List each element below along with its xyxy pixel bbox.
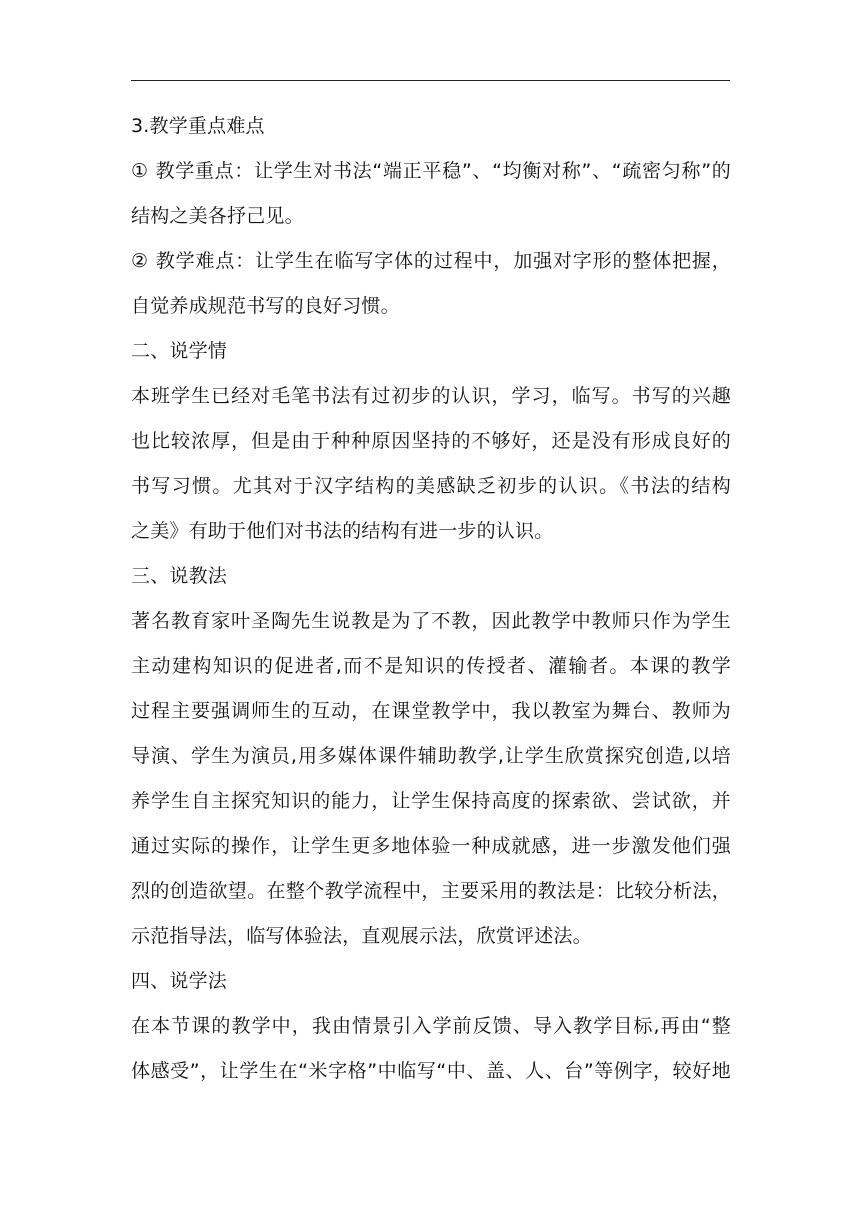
text-line: 结构之美各抒己见。: [131, 205, 304, 227]
text-line: 也比较浓厚，但是由于种种原因坚持的不够好，还是没有形成良好的: [131, 430, 731, 452]
text-line: 之美》有助于他们对书法的结构有进一步的认识。: [131, 520, 554, 542]
text-line: 导演、学生为演员,用多媒体课件辅助教学,让学生欣赏探究创造,以培: [131, 745, 731, 767]
text-line: 二、说学情: [131, 340, 228, 362]
text-line: ① 教学重点：让学生对书法“端正平稳”、“均衡对称”、“疏密匀称”的: [131, 160, 731, 182]
text-line: 著名教育家叶圣陶先生说教是为了不教，因此教学中教师只作为学生: [131, 610, 731, 632]
text-line: 自觉养成规范书写的良好习惯。: [131, 295, 400, 317]
text-line: 示范指导法，临写体验法，直观展示法，欣赏评述法。: [131, 925, 592, 947]
text-line: 烈的创造欲望。在整个教学流程中，主要采用的教法是：比较分析法，: [131, 880, 731, 902]
text-line: 书写习惯。尤其对于汉字结构的美感缺乏初步的认识。《书法的结构: [131, 475, 731, 497]
text-line: 本班学生已经对毛笔书法有过初步的认识，学习，临写。书写的兴趣: [131, 385, 731, 407]
text-line: 通过实际的操作，让学生更多地体验一种成就感，进一步激发他们强: [131, 835, 731, 857]
text-line: 3.教学重点难点: [131, 115, 265, 137]
text-line: 过程主要强调师生的互动，在课堂教学中，我以教室为舞台、教师为: [131, 700, 731, 722]
text-line: 在本节课的教学中，我由情景引入学前反馈、导入教学目标,再由“整: [131, 1015, 731, 1037]
text-line: 体感受”，让学生在“米字格”中临写“中、盖、人、台”等例字，较好地: [131, 1060, 731, 1082]
header-rule: [131, 80, 730, 81]
text-line: 三、说教法: [131, 565, 228, 587]
text-line: 四、说学法: [131, 970, 228, 992]
document-body: [131, 104, 731, 1094]
text-line: 养学生自主探究知识的能力，让学生保持高度的探索欲、尝试欲，并: [131, 790, 731, 812]
text-line: ② 教学难点：让学生在临写字体的过程中，加强对字形的整体把握，: [131, 250, 731, 272]
text-line: 主动建构知识的促进者,而不是知识的传授者、灌输者。本课的教学: [131, 655, 731, 677]
